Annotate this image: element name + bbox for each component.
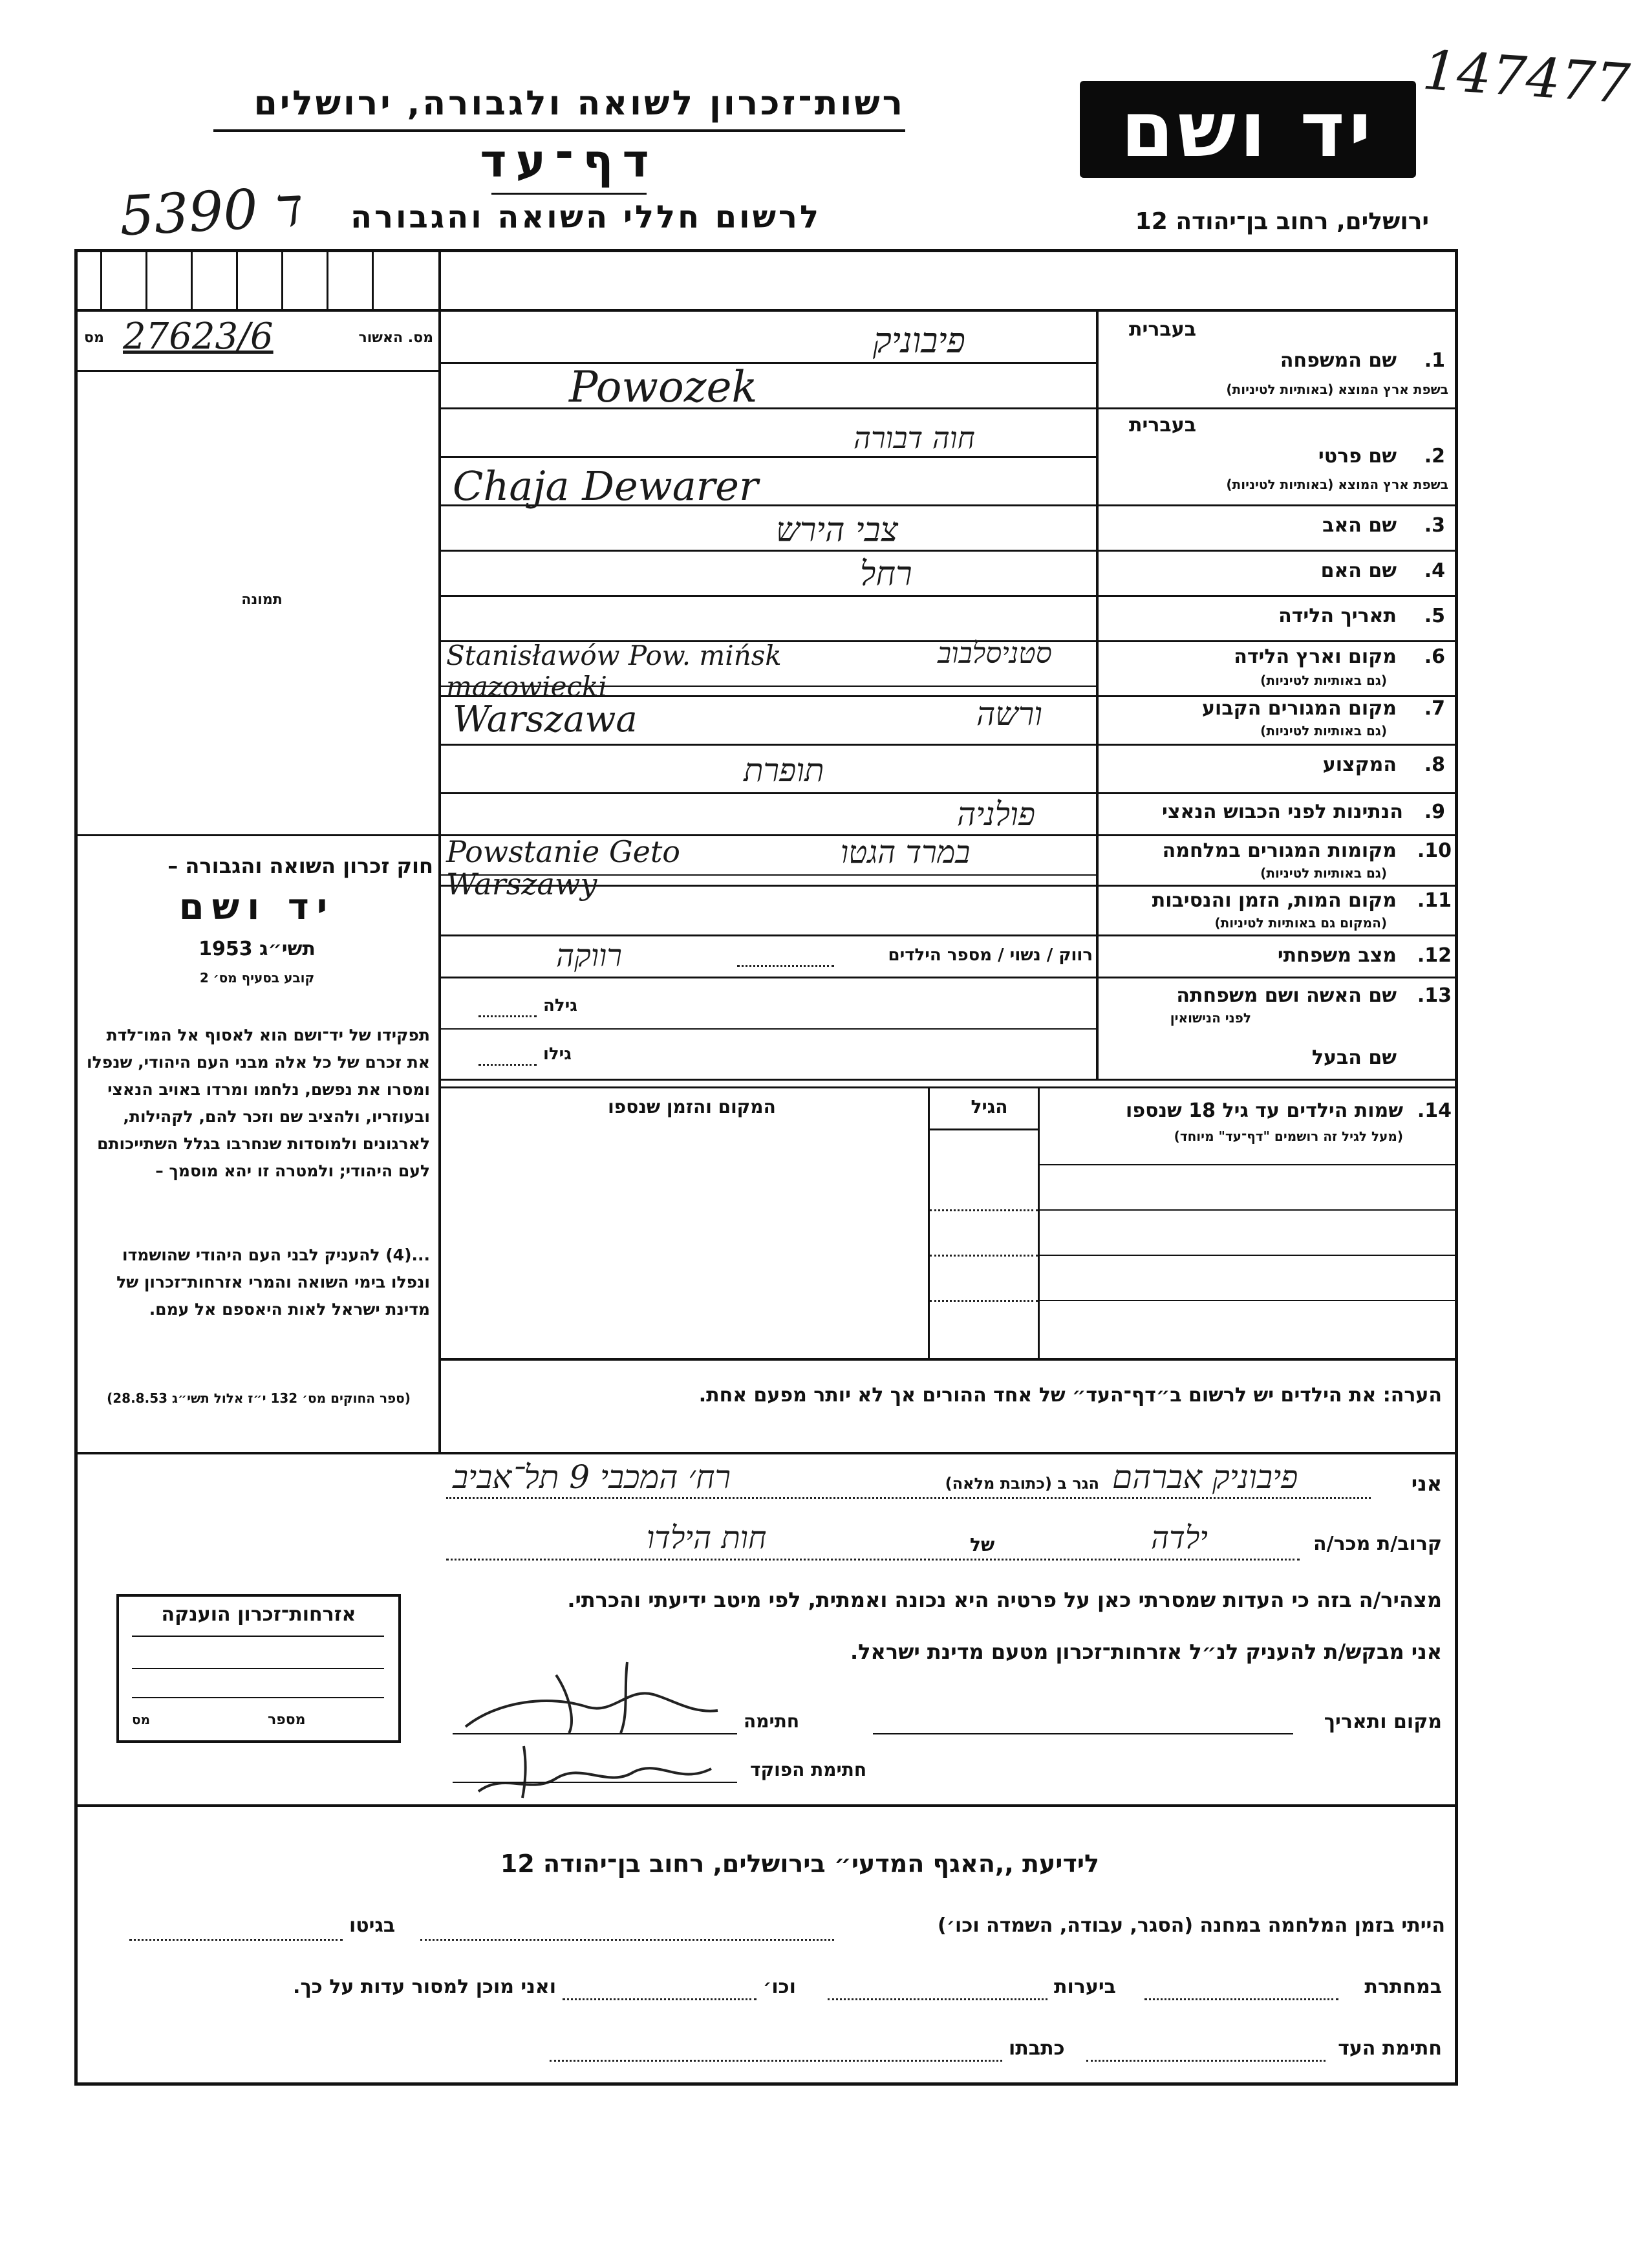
field-2-label: שם פרטי: [1318, 445, 1397, 468]
field-8-num: 8.: [1424, 753, 1445, 776]
field-4-value: רחל: [860, 555, 912, 594]
children-header-line: [930, 1129, 1038, 1130]
archive-number: 147477: [1420, 38, 1632, 116]
bottom-line2-dots-c: [563, 1998, 757, 2000]
children-top-line: [441, 1086, 1458, 1088]
field-7-label: מקום המגורים הקבוע: [1202, 697, 1397, 720]
law-title: חוק זכרון השואה והגבורה –: [167, 854, 433, 878]
authority-title: רשות־זכרון לשואה ולגבורה, ירושלים: [253, 84, 905, 123]
children-col-div-2: [928, 1086, 930, 1358]
note-line: הערה: את הילדים יש לרשום ב״דף־העד״ של אחד ההורים אך לא יותר מפעם אחת.: [698, 1384, 1442, 1407]
officer-signature-label: חתימת הפוקד: [750, 1759, 867, 1780]
approval-prefix: מס: [84, 330, 104, 346]
signature: [459, 1649, 731, 1746]
bottom-line2-dots-b: [828, 1998, 1047, 2000]
field-6-value-heb: סטניסלבוב: [938, 637, 1052, 670]
field-2-value-heb: חוה דבורה: [854, 420, 975, 455]
field-6-note: (גם באותיות לטיניות): [1260, 673, 1387, 688]
decl-of-label: של: [970, 1534, 995, 1555]
decl-statement-2: אני מבקש/ת להעניק לנ״ל אזרחות־זכרון מטעם מדינת ישראל.: [850, 1639, 1442, 1664]
bottom-line2-c: וכו׳: [763, 1976, 796, 1998]
decl-i-label: אני: [1411, 1471, 1442, 1496]
field-9-value: פולניה: [957, 795, 1036, 833]
children-row-line-1: [1040, 1164, 1458, 1165]
field-10-value-lat: Powstanie Geto Warszawy: [446, 834, 681, 902]
place-date-line: [873, 1733, 1293, 1734]
bottom-line2-a: במחתרת: [1364, 1976, 1442, 1998]
decl-i-value: פיבוניק אברהם: [1112, 1458, 1298, 1496]
approval-number: [84, 318, 433, 363]
field-7-value-lat: Warszawa: [453, 698, 638, 740]
field-2-heb-tag: בעברית: [1129, 414, 1196, 437]
field-13-label: שם האשה ושם משפחתה: [1176, 984, 1397, 1007]
authority-underline: [213, 129, 905, 132]
field-14-num: 14.: [1417, 1099, 1452, 1122]
row-line-4: [441, 595, 1458, 597]
citizenship-number-label: מספר: [268, 1712, 306, 1728]
field-5-num: 5.: [1424, 605, 1445, 627]
field-4-num: 4.: [1424, 559, 1445, 582]
citizenship-title: אזרחות־זכרון הוענקה: [161, 1603, 356, 1626]
field-3-value: צבי הירש: [776, 511, 898, 550]
law-title-2: יד ושם: [178, 886, 336, 928]
decl-relative-label: קרוב/ת מכר/ה: [1313, 1533, 1442, 1555]
approval-line: [74, 370, 438, 372]
bottom-line3-a: חתימת העד: [1338, 2037, 1442, 2060]
decl-address-label: הגר ב (כתובת מלאה): [945, 1474, 1099, 1493]
row-line-11: [441, 934, 1458, 936]
field-6-value-lat: Stanisławów Pow. mińsk mazowiecki: [446, 640, 782, 702]
field-12-options: רווק / נשוי / מספר הילדים: [888, 945, 1093, 965]
law-source: (ספר החוקים מס׳ 132 י״ז אלול תשי״ג 28.8.53): [107, 1390, 411, 1406]
children-row-line-4: [1040, 1300, 1458, 1301]
children-col-div-1: [1038, 1086, 1040, 1358]
field-6-num: 6.: [1424, 645, 1445, 668]
form-title-underline: [491, 193, 647, 195]
signature-label: חתימה: [744, 1711, 800, 1732]
field-12-value: רווקה: [556, 938, 622, 974]
bottom-line1-dots-a: [420, 1939, 834, 1941]
declaration-bottom-line: [74, 1804, 1458, 1807]
approval-label: מס. האשור: [358, 330, 433, 346]
field-12-label: מצב משפחתי: [1277, 944, 1397, 967]
logo-box: [1080, 81, 1416, 178]
form-subtitle: לרשום חללי השואה והגבורה: [350, 199, 821, 235]
field-3-label: שם האב: [1322, 514, 1397, 537]
bottom-line2-d: ואני מוכן למסור עדות על כך.: [293, 1976, 556, 1998]
row-line-1a: [441, 362, 1096, 364]
bottom-line3-dots-a: [1086, 2060, 1326, 2062]
row-line-8: [441, 792, 1458, 794]
citizenship-box: [116, 1594, 401, 1743]
row-line-3: [441, 550, 1458, 552]
field-12-num: 12.: [1417, 944, 1452, 967]
label-column-divider: [1096, 309, 1099, 1079]
photo-bottom-line: [74, 834, 438, 836]
row-line-13: [441, 1079, 1458, 1081]
form-title: דף־עד: [480, 135, 658, 188]
bottom-line2-dots-a: [1144, 1998, 1338, 2000]
row-line-12: [441, 977, 1458, 978]
field-9-label: הנתינות לפני הכבוש הנאצי: [1162, 801, 1403, 823]
approval-value: 27623/6: [123, 316, 274, 358]
children-row-line-3: [1040, 1255, 1458, 1256]
law-paragraph-1: תפקידו של יד־ושם הוא לאסוף אל המו־לדת את זכרם של כל אלה מבני העם היהודי, שנפלו ומסרו את נפשם, נלחמו ומרדו באויב הנאצי ובעוזריו, ולהציב שם וזכר להם, לקהילות, לארגונים ולמוסדות שנחרבו בגלל השתייכותם לעם היהודי; ולמטרה זו יהא מוסמך –: [87, 1026, 430, 1180]
officer-line: [453, 1782, 737, 1783]
field-1-note: בשפת ארץ המוצא (באותיות לטיניות): [1226, 382, 1448, 397]
reference-number: 5390 ד: [118, 175, 305, 248]
children-col-place: המקום והזמן שנספו: [608, 1096, 776, 1118]
children-row-dots-3: [930, 1300, 1038, 1302]
officer-signature: [466, 1733, 724, 1804]
field-13-num: 13.: [1417, 984, 1452, 1007]
field-5-label: תאריך הלידה: [1278, 605, 1397, 627]
bottom-title: לידיעת ,,האגף המדעי״ בירושלים, רחוב בן־יהודה 12: [500, 1850, 1099, 1878]
address: ירושלים, רחוב בן־יהודה 12: [1135, 208, 1429, 235]
note-bottom-line: [74, 1452, 1458, 1454]
decl-of-value: חות הילדו: [647, 1520, 767, 1556]
children-col-age: הגיל: [971, 1096, 1008, 1118]
field-10-note: (גם באותיות לטיניות): [1260, 865, 1387, 881]
law-clause: קובע בסעיף מס׳ 2: [199, 970, 315, 986]
bottom-line3-dots-b: [550, 2060, 1002, 2062]
bottom-line1-b: בגיטו: [349, 1914, 396, 1937]
decl-relative-line: [446, 1559, 1300, 1561]
field-14-note: (מעל לגיל זה רושמים "דף־עד" מיוחד): [1174, 1129, 1403, 1144]
field-14-label: שמות הילדים עד גיל 18 שנספו: [1126, 1099, 1403, 1122]
field-12-dotline: [737, 965, 834, 967]
field-13-note: לפני הנישואין: [1170, 1010, 1251, 1026]
children-row-dots-1: [930, 1209, 1038, 1211]
row-line-7: [441, 744, 1458, 746]
field-11-note: (המקום גם באותיות לטיניות): [1214, 915, 1387, 931]
bottom-line1-dots-b: [129, 1939, 343, 1941]
field-3-num: 3.: [1424, 514, 1445, 537]
children-row-line-2: [1040, 1209, 1458, 1211]
field-7-value-heb: ורשה: [976, 695, 1043, 733]
top-strip-cells: [78, 251, 438, 309]
citizenship-number-prefix: מס: [132, 1712, 151, 1727]
field-13-age-f-label: גילה: [543, 996, 577, 1015]
law-year: תשי״ג 1953: [199, 938, 316, 960]
field-10-value-heb: במרד הגטו: [841, 834, 971, 870]
field-1-value-heb: פיבוניק: [873, 320, 965, 361]
law-paragraph-2: ...(4) להעניק לבני העם היהודי שהושמדו ונפלו בימי השואה והמרי אזרחות־זכרון של מדינת ישראל לאות היאספם אל עמם.: [116, 1246, 430, 1319]
field-1-heb-tag: בעברית: [1129, 318, 1196, 341]
field-13-age-m-line: [478, 1064, 537, 1066]
left-column-divider: [438, 249, 441, 1452]
decl-relative-value: ילדה: [1151, 1520, 1208, 1556]
place-date-label: מקום ותאריך: [1324, 1711, 1442, 1733]
field-4-label: שם האם: [1320, 559, 1397, 582]
field-8-label: המקצוע: [1322, 753, 1397, 776]
field-13-age-m-label: גילו: [543, 1044, 572, 1064]
decl-address-line: [446, 1497, 1371, 1499]
decl-statement-1: מצהיר/ה בזה כי העדות שמסרתי כאן על פרטיה היא נכונה ואמתית, לפי מיטב ידיעתי והכרתי.: [567, 1588, 1442, 1612]
field-10-num: 10.: [1417, 839, 1452, 862]
field-2-value-lat: Chaja Dewarer: [453, 462, 758, 510]
field-1-num: 1.: [1424, 349, 1445, 372]
row-line-13a: [441, 1028, 1096, 1030]
field-11-num: 11.: [1417, 889, 1452, 912]
children-row-dots-2: [930, 1255, 1038, 1257]
field-1-label: שם המשפחה: [1280, 349, 1397, 372]
bottom-line1-a: הייתי בזמן המלחמה במחנה (הסגר, עבודה, השמדה וכו׳): [938, 1914, 1445, 1937]
bottom-line2-b: ביערות: [1054, 1976, 1116, 1998]
row-line-2a: [441, 456, 1096, 458]
field-10-label: מקומות המגורים במלחמה: [1162, 839, 1397, 862]
field-11-label: מקום המות, הזמן והנסיבות: [1152, 889, 1397, 912]
decl-address-value: רח׳ המכבי 9 תל־אביב: [453, 1458, 731, 1496]
field-8-value: תופרת: [744, 751, 824, 789]
field-13-age-f-line: [478, 1015, 537, 1017]
photo-label: תמונה: [241, 592, 283, 608]
field-6-label: מקום וארץ הלידה: [1234, 645, 1397, 668]
children-bottom-line: [441, 1358, 1458, 1361]
bottom-line3-b: כתבתו: [1009, 2037, 1065, 2060]
field-2-note: בשפת ארץ המוצא (באותיות לטיניות): [1226, 477, 1448, 492]
field-9-num: 9.: [1424, 801, 1445, 823]
top-strip-line: [74, 309, 1458, 312]
logo-text: יד ושם: [1121, 85, 1375, 174]
field-7-note: (גם באותיות לטיניות): [1260, 723, 1387, 739]
field-7-num: 7.: [1424, 697, 1445, 720]
field-2-num: 2.: [1424, 445, 1445, 468]
field-1-value-lat: Powozek: [569, 362, 758, 412]
field-13-husband-label: שם הבעל: [1311, 1046, 1397, 1069]
